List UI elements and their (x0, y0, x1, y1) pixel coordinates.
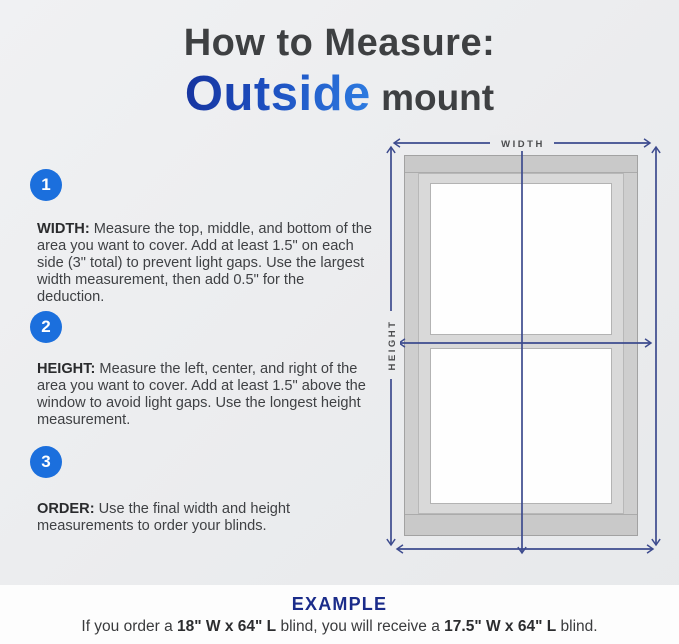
step-2-number: 2 (41, 317, 51, 336)
step-3-number: 3 (41, 452, 51, 471)
step-2-badge (30, 311, 62, 343)
title-highlight-outside: Outside (184, 66, 371, 121)
step-3-label: ORDER: (37, 500, 95, 517)
step-1-text (37, 221, 375, 307)
example-middle: blind, you will receive a (276, 618, 445, 635)
step-1-body: Measure the top, middle, and bottom of the area you want to cover. Add at least 1.5" on each side (3" total) to prevent light gaps. Use the largest width measurement, then add 0.5" for the deduction. (37, 220, 372, 306)
step-2-body: Measure the left, center, and right of the area you want to cover. Add at least 1.5" above the window to avoid light gaps. Use the longest height measurement. (37, 360, 366, 429)
title-line-2 (0, 67, 679, 122)
step-2-label: HEIGHT: (37, 360, 96, 377)
example-suffix: blind. (556, 618, 598, 635)
example-heading: EXAMPLE (291, 594, 388, 614)
step-3-text (37, 501, 357, 535)
step-2-text (37, 361, 383, 430)
width-dimension-label: WIDTH (501, 139, 545, 150)
step-3-body: Use the final width and height measurements to order your blinds. (37, 500, 291, 534)
title-mount: mount (370, 76, 495, 118)
example-received-size: 17.5" W x 64" L (444, 618, 557, 635)
step-1-label: WIDTH: (37, 220, 90, 237)
example-ordered-size: 18" W x 64" L (177, 618, 277, 635)
example-sentence (0, 618, 679, 636)
page-title (0, 22, 679, 121)
step-1-badge (30, 169, 62, 201)
step-3-badge (30, 446, 62, 478)
title-line-1: How to Measure: (183, 22, 496, 64)
example-footer (0, 585, 679, 644)
window-measurement-diagram (380, 128, 672, 573)
height-dimension-label: HEIGHT (387, 319, 398, 371)
example-prefix: If you order a (81, 618, 178, 635)
step-1-number: 1 (41, 175, 51, 194)
measurement-arrows (380, 128, 672, 573)
